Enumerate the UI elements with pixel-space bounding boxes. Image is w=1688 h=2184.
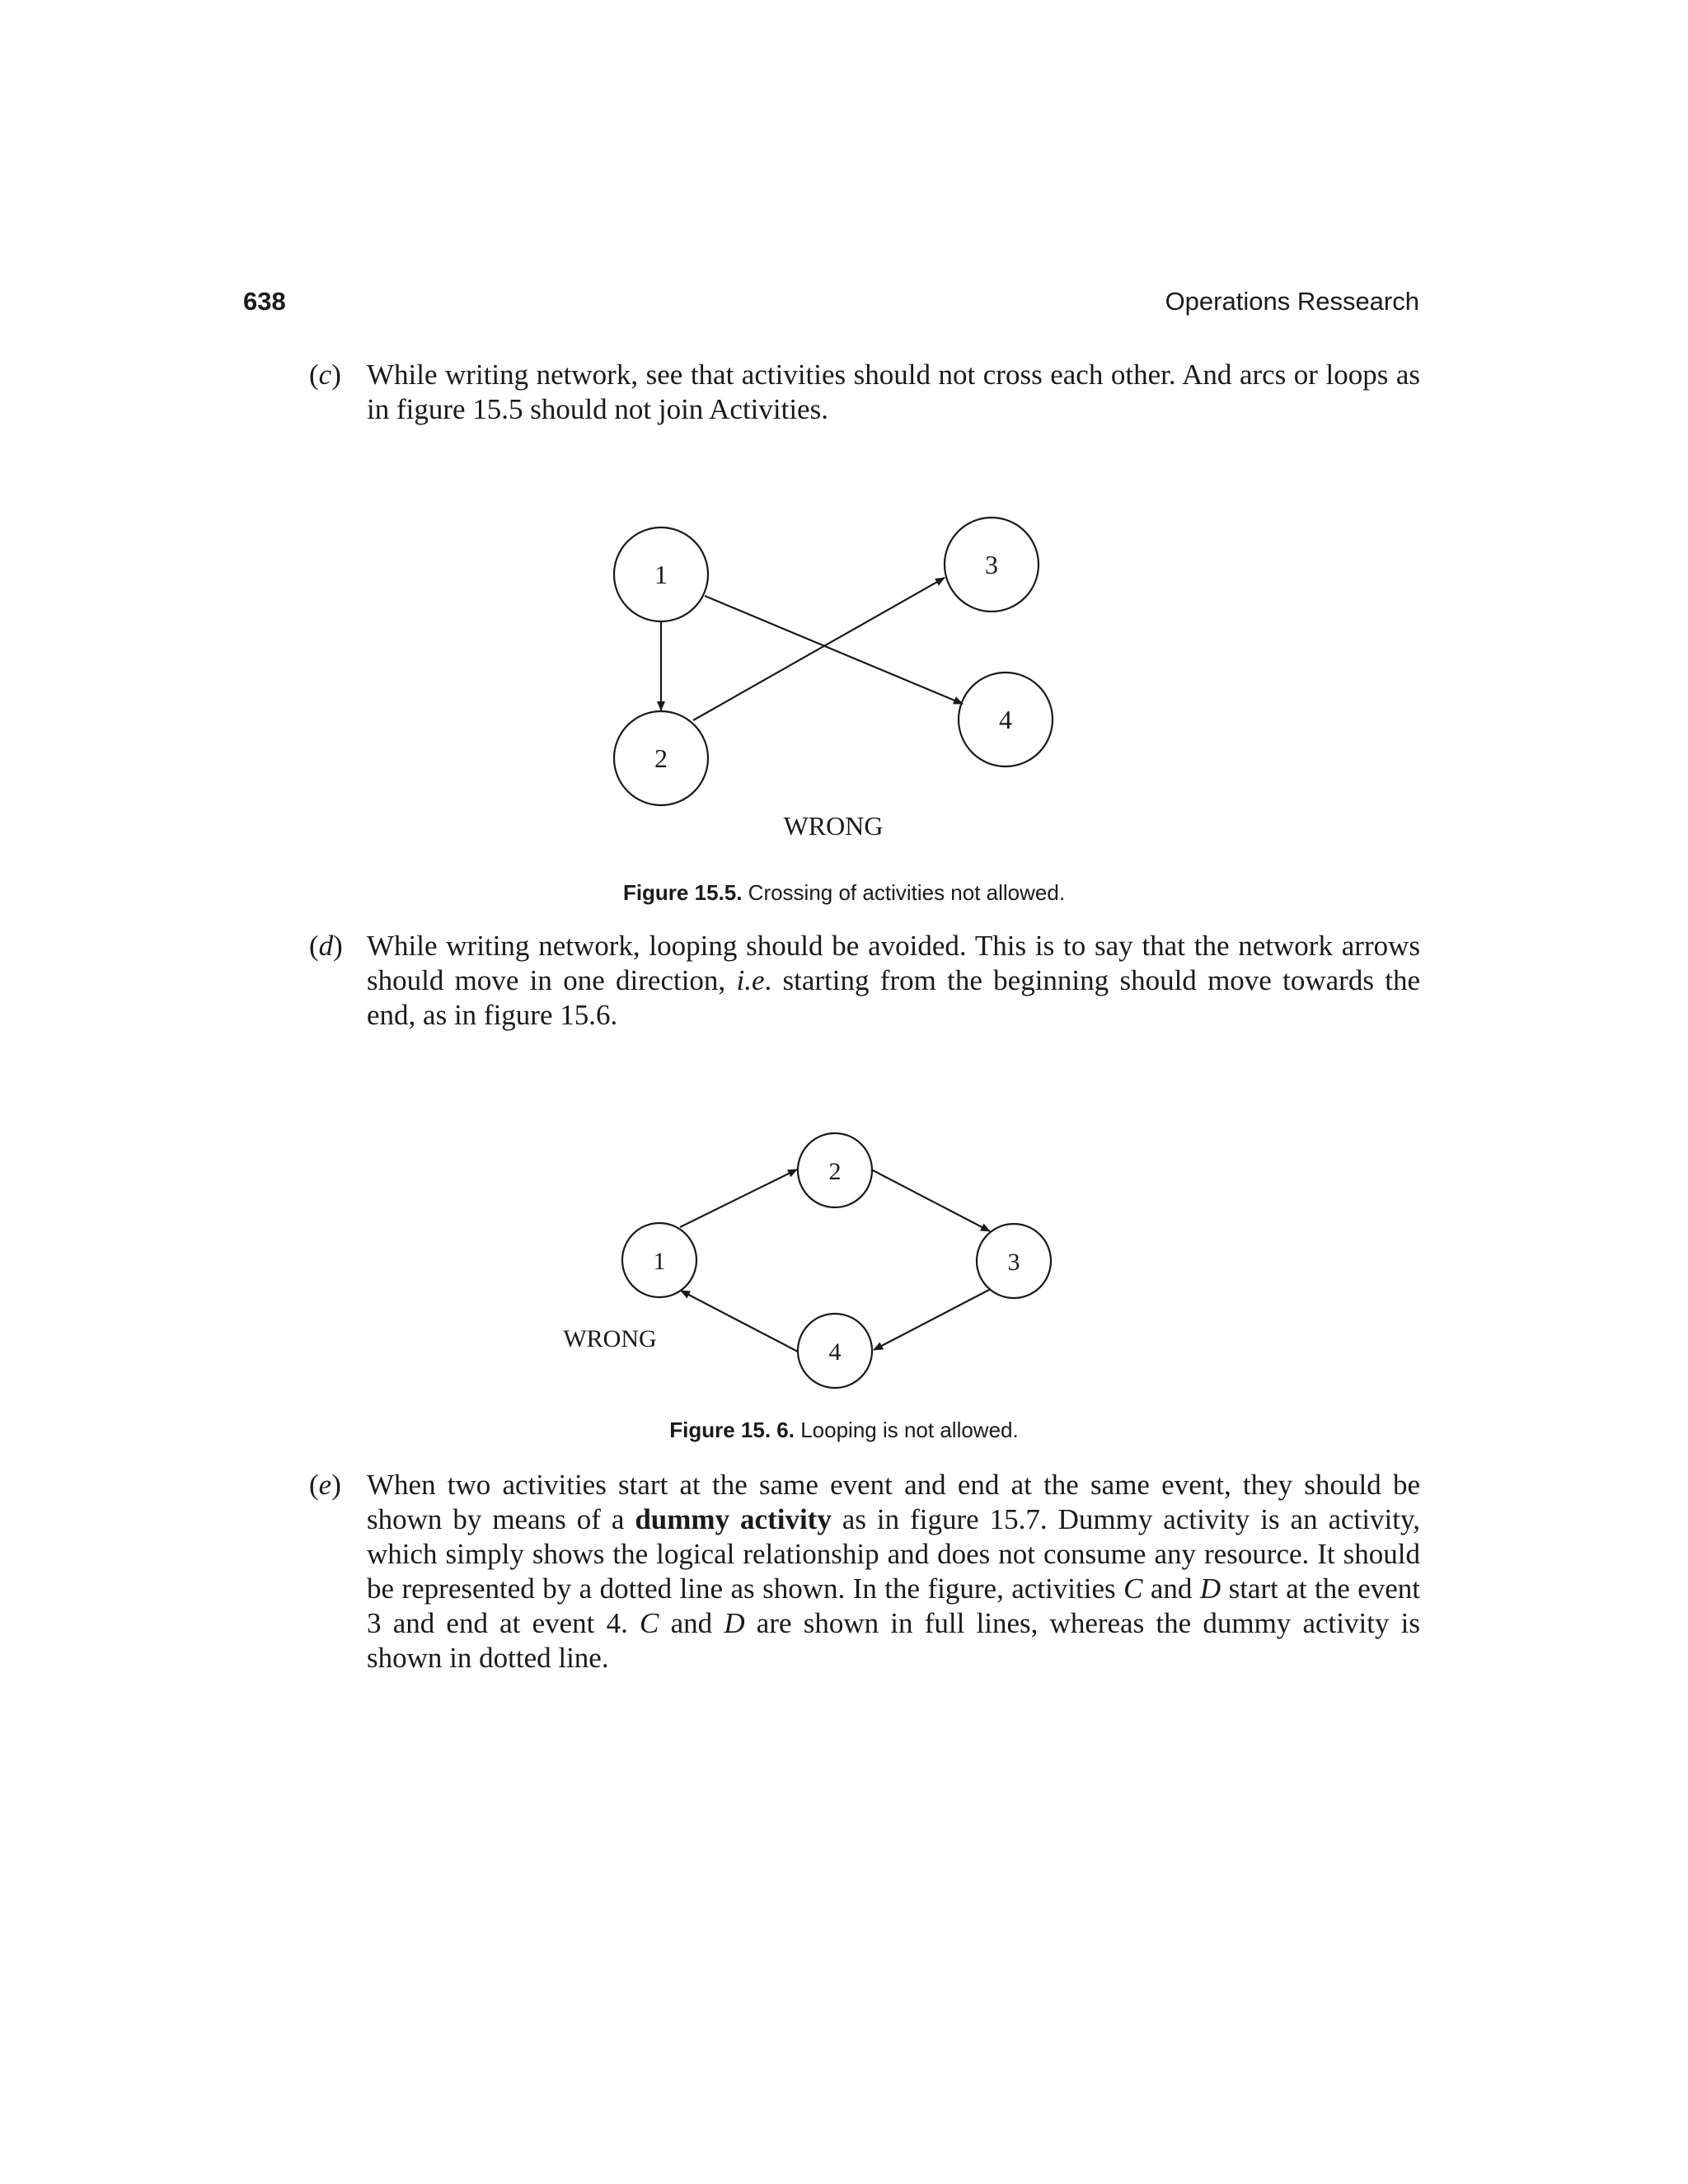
edge-3-4 [874, 1289, 991, 1350]
item-text-e: When two activities start at the same event and end at the same event, they should be shown by means of a dummy activity as in figure 15.7. Dummy activity is an activity, which simply shows the logical relationship and does not consume any resource. It should be represented by a dotted line as shown. In the figure, activities C and D start at the event 3 and end at event 4. C and D are shown in full lines, whereas the dummy activity is shown in dotted line. [367, 1469, 1420, 1674]
node-label-2: 2 [654, 743, 668, 773]
edge-1-2 [680, 1169, 797, 1227]
item-marker-e: (e) [309, 1469, 341, 1501]
node-label-1: 1 [653, 1248, 666, 1275]
page-number: 638 [243, 287, 286, 316]
wrong-label: WRONG [563, 1325, 657, 1352]
edge-2-3 [871, 1169, 990, 1231]
node-label-1: 1 [654, 560, 668, 589]
item-text-c: While writing network, see that activities should not cross each other. And arcs or loops as in figure 15.5 should not join Activities. [367, 359, 1420, 425]
running-title: Operations Ressearch [1165, 287, 1419, 316]
figure-15-5-caption: Figure 15.5. Crossing of activities not allowed. [622, 880, 1066, 905]
wrong-label: WRONG [783, 811, 884, 841]
edge-4-1 [681, 1291, 798, 1352]
item-marker-d: (d) [309, 930, 343, 962]
node-label-3: 3 [1007, 1249, 1020, 1276]
figure-15-6-caption: Figure 15. 6. Looping is not allowed. [669, 1418, 1019, 1442]
node-label-4: 4 [999, 705, 1012, 734]
dummy-activity-term: dummy activity [635, 1503, 832, 1535]
node-label-4: 4 [828, 1338, 842, 1366]
node-label-2: 2 [828, 1158, 842, 1185]
node-label-3: 3 [985, 550, 998, 579]
item-marker-c: (c) [309, 359, 341, 391]
list-item-e [309, 1468, 1420, 1675]
item-text-d: While writing network, looping should be avoided. This is to say that the network arrows should move in one direction, i.e. starting from the beginning should move towards the end, as in figure 15.6. [367, 930, 1420, 1031]
